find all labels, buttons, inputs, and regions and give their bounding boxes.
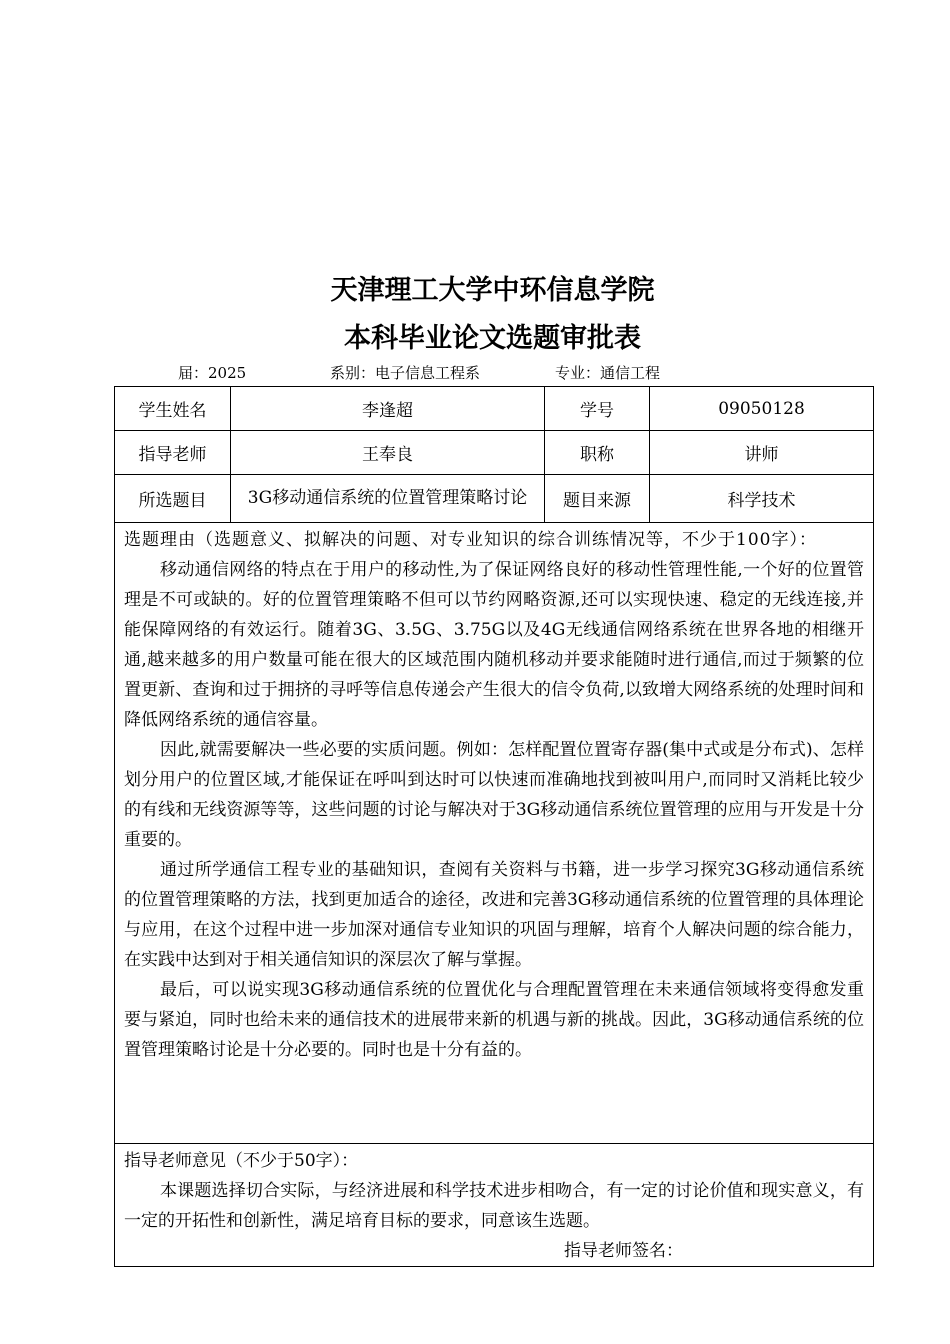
student-name-label: 学生姓名: [115, 387, 231, 431]
title-value: 讲师: [650, 431, 874, 475]
approval-form-table: [114, 386, 874, 1267]
reason-row: [115, 523, 874, 1144]
signature-label: 指导老师签名：: [564, 1241, 683, 1261]
reason-paragraph-3: 通过所学通信工程专业的基础知识，查阅有关资料与书籍，进一步学习探究3G移动通信系统的位置管理策略的方法，找到更加适合的途径，改进和完善3G移动通信系统的位置管理的具体理论与应用，在这个过程中进一步加深对通信专业知识的巩固与理解，培育个人解决问题的综合能力，在实践中达到对于相关通信知识的深层次了解与掌握。: [124, 860, 864, 970]
session-label: 届：2025: [178, 364, 247, 382]
reason-paragraph-4: 最后，可以说实现3G移动通信系统的位置优化与合理配置管理在未来通信领域将变得愈发重要与紧迫，同时也给未来的通信技术的进展带来新的机遇与新的挑战。因此，3G移动通信系统的位置管理策略讨论是十分必要的。同时也是十分有益的。: [124, 980, 864, 1060]
topic-value: 3G移动通信系统的位置管理策略讨论: [231, 475, 545, 523]
opinion-text: 本课题选择切合实际，与经济进展和科学技术进步相吻合，有一定的讨论价值和现实意义，有一定的开拓性和创新性，满足培育目标的要求，同意该生选题。: [124, 1181, 864, 1231]
major-label: 专业：通信工程: [555, 364, 661, 382]
opinion-row: [115, 1144, 874, 1267]
institution-title: 天津理工大学中环信息学院: [330, 275, 655, 306]
student-name-value: 李逢超: [231, 387, 545, 431]
student-id-label: 学号: [545, 387, 650, 431]
advisor-value: 王奉良: [231, 431, 545, 475]
topic-label: 所选题目: [115, 475, 231, 523]
title-label: 职称: [545, 431, 650, 475]
reason-section: [115, 523, 874, 1144]
student-row: [115, 387, 874, 431]
reason-heading: 选题理由（选题意义、拟解决的问题、对专业知识的综合训练情况等，不少于100字）：: [124, 530, 817, 550]
advisor-opinion-section: [115, 1144, 874, 1267]
advisor-row: [115, 431, 874, 475]
department-label: 系别：电子信息工程系: [330, 364, 481, 382]
source-label: 题目来源: [545, 475, 650, 523]
opinion-heading: 指导老师意见（不少于50字）：: [124, 1151, 359, 1171]
topic-row: [115, 475, 874, 523]
source-value: 科学技术: [650, 475, 874, 523]
advisor-label: 指导老师: [115, 431, 231, 475]
student-id-value: 09050128: [650, 387, 874, 431]
reason-paragraph-1: 移动通信网络的特点在于用户的移动性,为了保证网络良好的移动性管理性能,一个好的位置管理是不可或缺的。好的位置管理策略不但可以节约网略资源,还可以实现快速、稳定的无线连接,并能保障网络的有效运行。随着3G、3.5G、3.75G以及4G无线通信网络系统在世界各地的相继开通,越来越多的用户数量可能在很大的区域范围内随机移动并要求能随时进行通信,而过于频繁的位置更新、查询和过于拥挤的寻呼等信息传递会产生很大的信令负荷,以致增大网络系统的处理时间和降低网络系统的通信容量。: [124, 560, 864, 730]
reason-paragraph-2: 因此,就需要解决一些必要的实质问题。例如：怎样配置位置寄存器(集中式或是分布式)、怎样划分用户的位置区域,才能保证在呼叫到达时可以快速而准确地找到被叫用户,而同时又消耗比较少的有线和无线资源等等，这些问题的讨论与解决对于3G移动通信系统位置管理的应用与开发是十分重要的。: [124, 740, 864, 850]
form-title: 本科毕业论文选题审批表: [344, 323, 641, 354]
